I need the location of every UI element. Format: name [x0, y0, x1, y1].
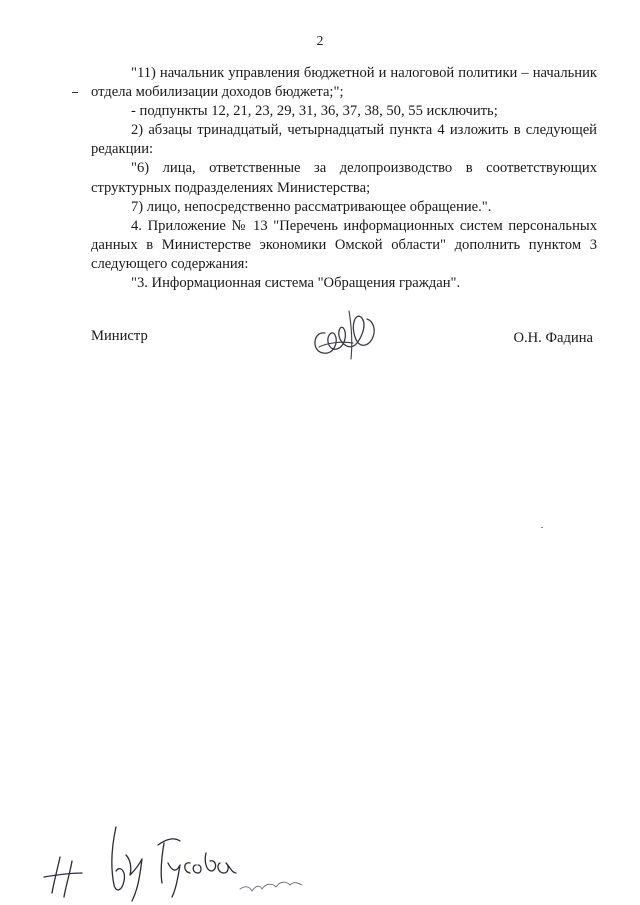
document-body [91, 64, 597, 293]
paragraph-appendix-13: 4. Приложение № 13 "Перечень информационных систем персональных данных в Министерстве экономики Омской области" дополнить пунктом 3 следующего содержания: [91, 217, 597, 272]
scan-speck [541, 527, 543, 528]
signer-title: Министр [91, 328, 148, 344]
margin-mark [72, 92, 78, 93]
paragraph-item-7: 7) лицо, непосредственно рассматривающее обращение.". [131, 198, 492, 215]
paragraph-item-3: "3. Информационная система "Обращения граждан". [131, 275, 461, 292]
handwritten-note-icon [40, 815, 330, 905]
paragraph-amend-clause-4: 2) абзацы тринадцатый, четырнадцатый пункта 4 изложить в следующей редакции: [91, 122, 597, 158]
paragraph-item-6: "6) лица, ответственные за делопроизводство в соответствующих структурных подразделениях Министерства; [91, 160, 597, 196]
paragraph-item-11: "11) начальник управления бюджетной и налоговой политики – начальник отдела мобилизации доходов бюджета;"; [91, 65, 597, 101]
page-number: 2 [316, 33, 324, 48]
signer-name: О.Н. Фадина [513, 330, 593, 346]
signature-block [91, 327, 593, 349]
paragraph-exclude-subitems: - подпункты 12, 21, 23, 29, 31, 36, 37, 38, 50, 55 исключить; [131, 103, 498, 120]
